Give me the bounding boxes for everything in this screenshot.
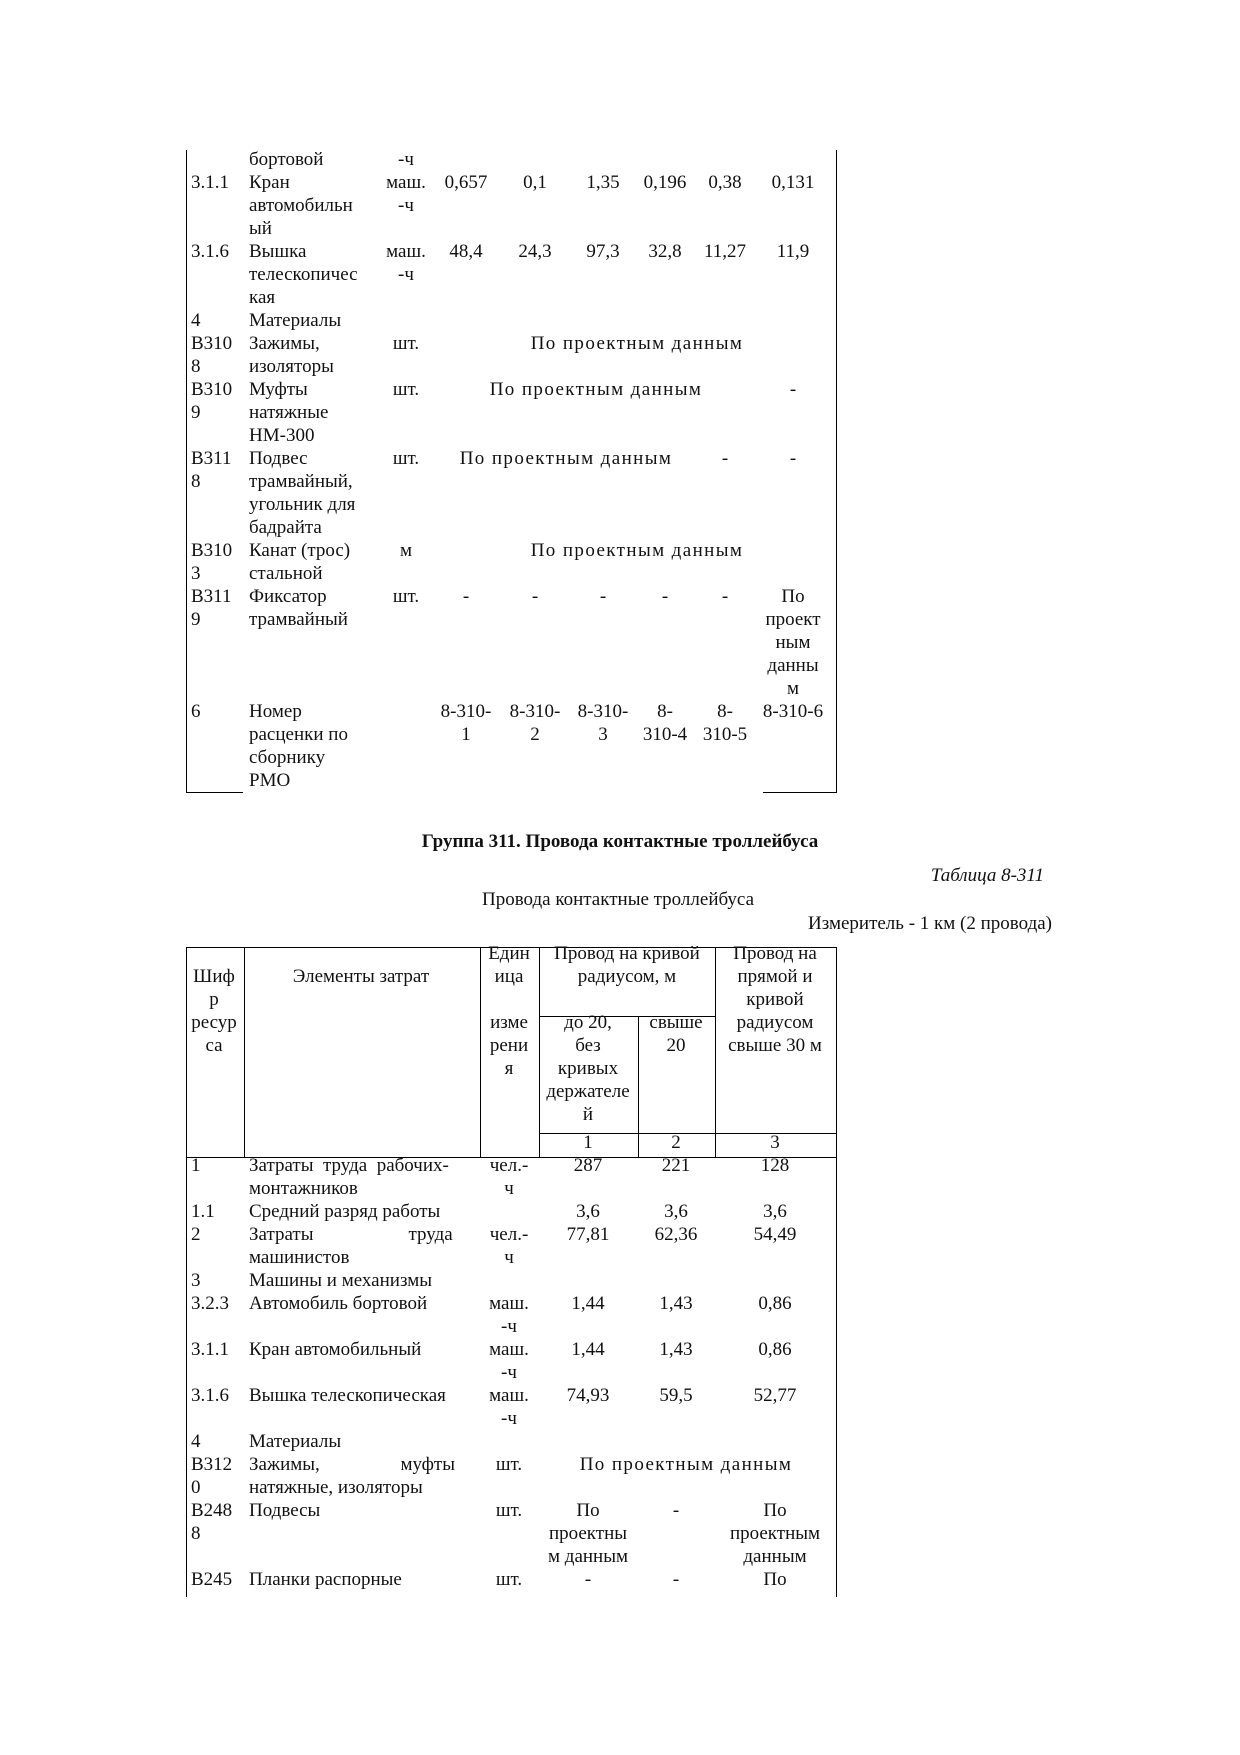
row-name: Кран — [249, 172, 290, 193]
project-data-span: По проектным данным — [459, 448, 673, 469]
row-unit: шт. — [392, 586, 420, 607]
row-value: 1,43 — [659, 1339, 693, 1360]
row-name: бортовой — [249, 149, 324, 170]
row-name: Канат (трос) — [249, 540, 351, 561]
row-value: 1,44 — [571, 1293, 605, 1314]
row-name: Затраты труда рабочих- — [249, 1155, 449, 1176]
project-data-span: По проектным данным — [489, 379, 703, 400]
group-title: Группа 311. Провода контактные троллейбуса — [421, 831, 819, 852]
row-unit: -ч — [501, 1362, 517, 1383]
header-code: р — [209, 989, 219, 1010]
row-value: 8-310- — [440, 701, 492, 722]
row-name: расценки по — [249, 724, 348, 745]
row-value: 0,131 — [771, 172, 815, 193]
row-value: 8-310-6 — [762, 701, 824, 722]
row-value: По — [781, 586, 805, 607]
header-code: са — [205, 1035, 223, 1056]
header-col-number: 2 — [671, 1132, 681, 1153]
row-value: - — [462, 586, 470, 607]
header-sub1: держателе — [546, 1081, 630, 1102]
row-value: - — [531, 586, 539, 607]
row-unit: шт. — [392, 333, 420, 354]
row-name: бадрайта — [249, 517, 322, 538]
row-value: 0,86 — [758, 1339, 792, 1360]
table-label: Таблица 8-311 — [930, 865, 1044, 886]
row-name: Кран автомобильный — [249, 1339, 422, 1360]
row-value: По — [763, 1569, 787, 1590]
row-value: 3,6 — [576, 1201, 600, 1222]
row-value: 1,44 — [571, 1339, 605, 1360]
row-value: 2 — [530, 724, 540, 745]
row-name: кая — [249, 287, 276, 308]
row-name: Зажимы, — [249, 333, 320, 354]
row-value: 54,49 — [753, 1224, 797, 1245]
row-unit: шт. — [392, 448, 420, 469]
header-sub1: без — [575, 1035, 601, 1056]
row-unit: -ч — [398, 149, 414, 170]
row-value: ным — [775, 632, 811, 653]
row-name: угольник для — [249, 494, 356, 515]
row-name: НМ-300 — [249, 425, 315, 446]
row-name: Подвес — [249, 448, 308, 469]
row-value: 97,3 — [586, 241, 620, 262]
row-unit: маш. — [489, 1385, 529, 1406]
row-value: 11,27 — [703, 241, 747, 262]
row-code: В310 — [191, 379, 233, 400]
row-value: 3,6 — [763, 1201, 787, 1222]
row-name: Вышка — [249, 241, 307, 262]
row-name: Затраты труда — [249, 1224, 453, 1245]
row-unit: чел.- — [489, 1155, 529, 1176]
row-code: 6 — [191, 701, 201, 722]
row-code: 9 — [191, 402, 201, 423]
project-data-span: По проектным данным — [530, 540, 744, 561]
table-2-col-divider — [480, 947, 481, 1158]
row-unit: маш. — [489, 1339, 529, 1360]
header-sub1: до 20, — [564, 1012, 612, 1033]
row-value: данным — [743, 1546, 807, 1567]
row-value: - — [672, 1500, 680, 1521]
row-value: 310-5 — [702, 724, 748, 745]
row-code: 3.1.6 — [191, 241, 229, 262]
header-curve: Провод на кривой — [554, 943, 700, 964]
row-value: 3 — [598, 724, 608, 745]
row-value: - — [599, 586, 607, 607]
row-unit: ч — [504, 1247, 514, 1268]
header-curve: радиусом, м — [577, 966, 677, 987]
header-sub1: й — [582, 1104, 594, 1125]
table-2-right-border — [836, 947, 837, 1597]
row-code: В312 — [191, 1454, 233, 1475]
header-unit: изме — [490, 1012, 528, 1033]
row-name: трамвайный, — [249, 471, 353, 492]
project-data-span: По проектным данным — [579, 1454, 793, 1475]
row-value: 62,36 — [654, 1224, 698, 1245]
row-value: - — [584, 1569, 592, 1590]
row-value: м данным — [548, 1546, 628, 1567]
row-value: 11,9 — [776, 241, 810, 262]
row-code: В310 — [191, 540, 233, 561]
row-name: Материалы — [249, 310, 342, 331]
row-value: 8- — [717, 701, 733, 722]
row-value: 3,6 — [664, 1201, 688, 1222]
row-name: монтажников — [249, 1178, 358, 1199]
table-title: Провода контактные троллейбуса — [481, 889, 755, 910]
row-code: В310 — [191, 333, 233, 354]
row-value: 1 — [461, 724, 471, 745]
table-1-right-border — [836, 150, 837, 792]
row-name: ый — [249, 218, 272, 239]
row-value: - — [721, 448, 729, 469]
row-unit: -ч — [398, 264, 414, 285]
row-value: 52,77 — [753, 1385, 797, 1406]
header-sub2: 20 — [666, 1035, 686, 1056]
project-data-span: По проектным данным — [530, 333, 744, 354]
row-unit: -ч — [398, 195, 414, 216]
row-name: Зажимы, муфты — [249, 1454, 455, 1475]
row-value: - — [789, 448, 797, 469]
table-2-col-divider — [638, 1016, 639, 1158]
header-col-number: 3 — [770, 1132, 780, 1153]
row-code: В311 — [191, 586, 232, 607]
row-value: 59,5 — [659, 1385, 693, 1406]
row-unit: маш. — [386, 241, 426, 262]
row-name: натяжные — [249, 402, 329, 423]
measure-unit: Измеритель - 1 км (2 провода) — [807, 913, 1052, 934]
row-value: 0,196 — [643, 172, 687, 193]
row-unit: ч — [504, 1178, 514, 1199]
header-straight: радиусом — [736, 1012, 814, 1033]
row-value: 74,93 — [566, 1385, 610, 1406]
row-value: - — [789, 379, 797, 400]
row-code: 3.1.6 — [191, 1385, 229, 1406]
row-value: - — [721, 586, 729, 607]
row-code: 1.1 — [191, 1201, 215, 1222]
row-value: проектным — [729, 1523, 821, 1544]
row-value: 8- — [657, 701, 673, 722]
header-straight: кривой — [746, 989, 804, 1010]
header-sub1: кривых — [557, 1058, 619, 1079]
row-code: 8 — [191, 471, 201, 492]
row-name: Автомобиль бортовой — [249, 1293, 428, 1314]
row-name: автомобильн — [249, 195, 353, 216]
row-name: Номер — [249, 701, 302, 722]
row-name: сборнику — [249, 747, 326, 768]
row-value: 0,38 — [708, 172, 742, 193]
row-code: 4 — [191, 1431, 201, 1452]
header-unit: Един — [488, 943, 530, 964]
row-value: 0,86 — [758, 1293, 792, 1314]
row-code: 0 — [191, 1477, 201, 1498]
row-value: 1,35 — [586, 172, 620, 193]
table-1-bottom-border — [763, 792, 837, 793]
header-straight: прямой и — [737, 966, 813, 987]
row-name: РМО — [249, 770, 291, 791]
row-code: 8 — [191, 356, 201, 377]
row-code: 3.1.1 — [191, 1339, 229, 1360]
row-unit: маш. — [386, 172, 426, 193]
header-sub2: свыше — [649, 1012, 703, 1033]
row-code: 8 — [191, 1523, 201, 1544]
row-name: Подвесы — [249, 1500, 321, 1521]
row-name: Средний разряд работы — [249, 1201, 441, 1222]
row-value: 32,8 — [648, 241, 682, 262]
header-code: Шиф — [193, 966, 235, 987]
row-code: 3.1.1 — [191, 172, 229, 193]
row-code: 1 — [191, 1155, 201, 1176]
header-straight: Провод на — [733, 943, 817, 964]
header-elements: Элементы затрат — [292, 966, 430, 987]
row-value: 128 — [760, 1155, 790, 1176]
row-code: 4 — [191, 310, 201, 331]
table-2-col-divider — [715, 947, 716, 1158]
row-value: 221 — [661, 1155, 691, 1176]
row-value: По — [576, 1500, 600, 1521]
row-name: телескопичес — [249, 264, 358, 285]
row-unit: -ч — [501, 1408, 517, 1429]
row-value: данны — [767, 655, 819, 676]
row-name: Муфты — [249, 379, 308, 400]
row-value: 287 — [573, 1155, 603, 1176]
row-value: 24,3 — [518, 241, 552, 262]
row-code: В311 — [191, 448, 232, 469]
row-value: проект — [765, 609, 821, 630]
row-value: 0,657 — [444, 172, 488, 193]
row-name: изоляторы — [249, 356, 334, 377]
row-unit: шт. — [495, 1454, 523, 1475]
row-value: 8-310- — [577, 701, 629, 722]
row-code: 3 — [191, 1270, 201, 1291]
row-name: Материалы — [249, 1431, 342, 1452]
row-unit: шт. — [392, 379, 420, 400]
row-value: - — [672, 1569, 680, 1590]
header-unit: ица — [494, 966, 524, 987]
row-value: По — [763, 1500, 787, 1521]
table-2-left-border — [186, 947, 187, 1597]
row-name: натяжные, изоляторы — [249, 1477, 423, 1498]
row-unit: -ч — [501, 1316, 517, 1337]
header-straight: свыше 30 м — [728, 1035, 822, 1056]
row-unit: шт. — [495, 1500, 523, 1521]
row-value: 310-4 — [642, 724, 688, 745]
table-1-left-border — [186, 150, 187, 792]
table-2-col-divider — [244, 947, 245, 1158]
row-name: Машины и механизмы — [249, 1270, 432, 1291]
row-code: 2 — [191, 1224, 201, 1245]
table-2-col-divider — [539, 947, 540, 1158]
row-value: 1,43 — [659, 1293, 693, 1314]
row-value: 8-310- — [509, 701, 561, 722]
row-value: м — [786, 678, 800, 699]
row-code: В245 — [191, 1569, 233, 1590]
row-name: Планки распорные — [249, 1569, 402, 1590]
row-name: машинистов — [249, 1247, 350, 1268]
row-value: 77,81 — [566, 1224, 610, 1245]
row-code: 3 — [191, 563, 201, 584]
row-name: стальной — [249, 563, 323, 584]
header-col-number: 1 — [583, 1132, 593, 1153]
row-name: трамвайный — [249, 609, 348, 630]
row-unit: шт. — [495, 1569, 523, 1590]
header-unit: рени — [489, 1035, 529, 1056]
table-1-bottom-border — [186, 792, 243, 793]
row-value: - — [661, 586, 669, 607]
row-value: 48,4 — [449, 241, 483, 262]
row-name: Вышка телескопическая — [249, 1385, 446, 1406]
row-unit: чел.- — [489, 1224, 529, 1245]
row-value: 0,1 — [523, 172, 547, 193]
row-code: В248 — [191, 1500, 233, 1521]
row-code: 3.2.3 — [191, 1293, 229, 1314]
row-name: Фиксатор — [249, 586, 327, 607]
row-unit: м — [399, 540, 413, 561]
row-code: 9 — [191, 609, 201, 630]
row-unit: маш. — [489, 1293, 529, 1314]
row-value: проектны — [548, 1523, 628, 1544]
header-unit: я — [504, 1058, 514, 1079]
header-code: ресур — [191, 1012, 237, 1033]
